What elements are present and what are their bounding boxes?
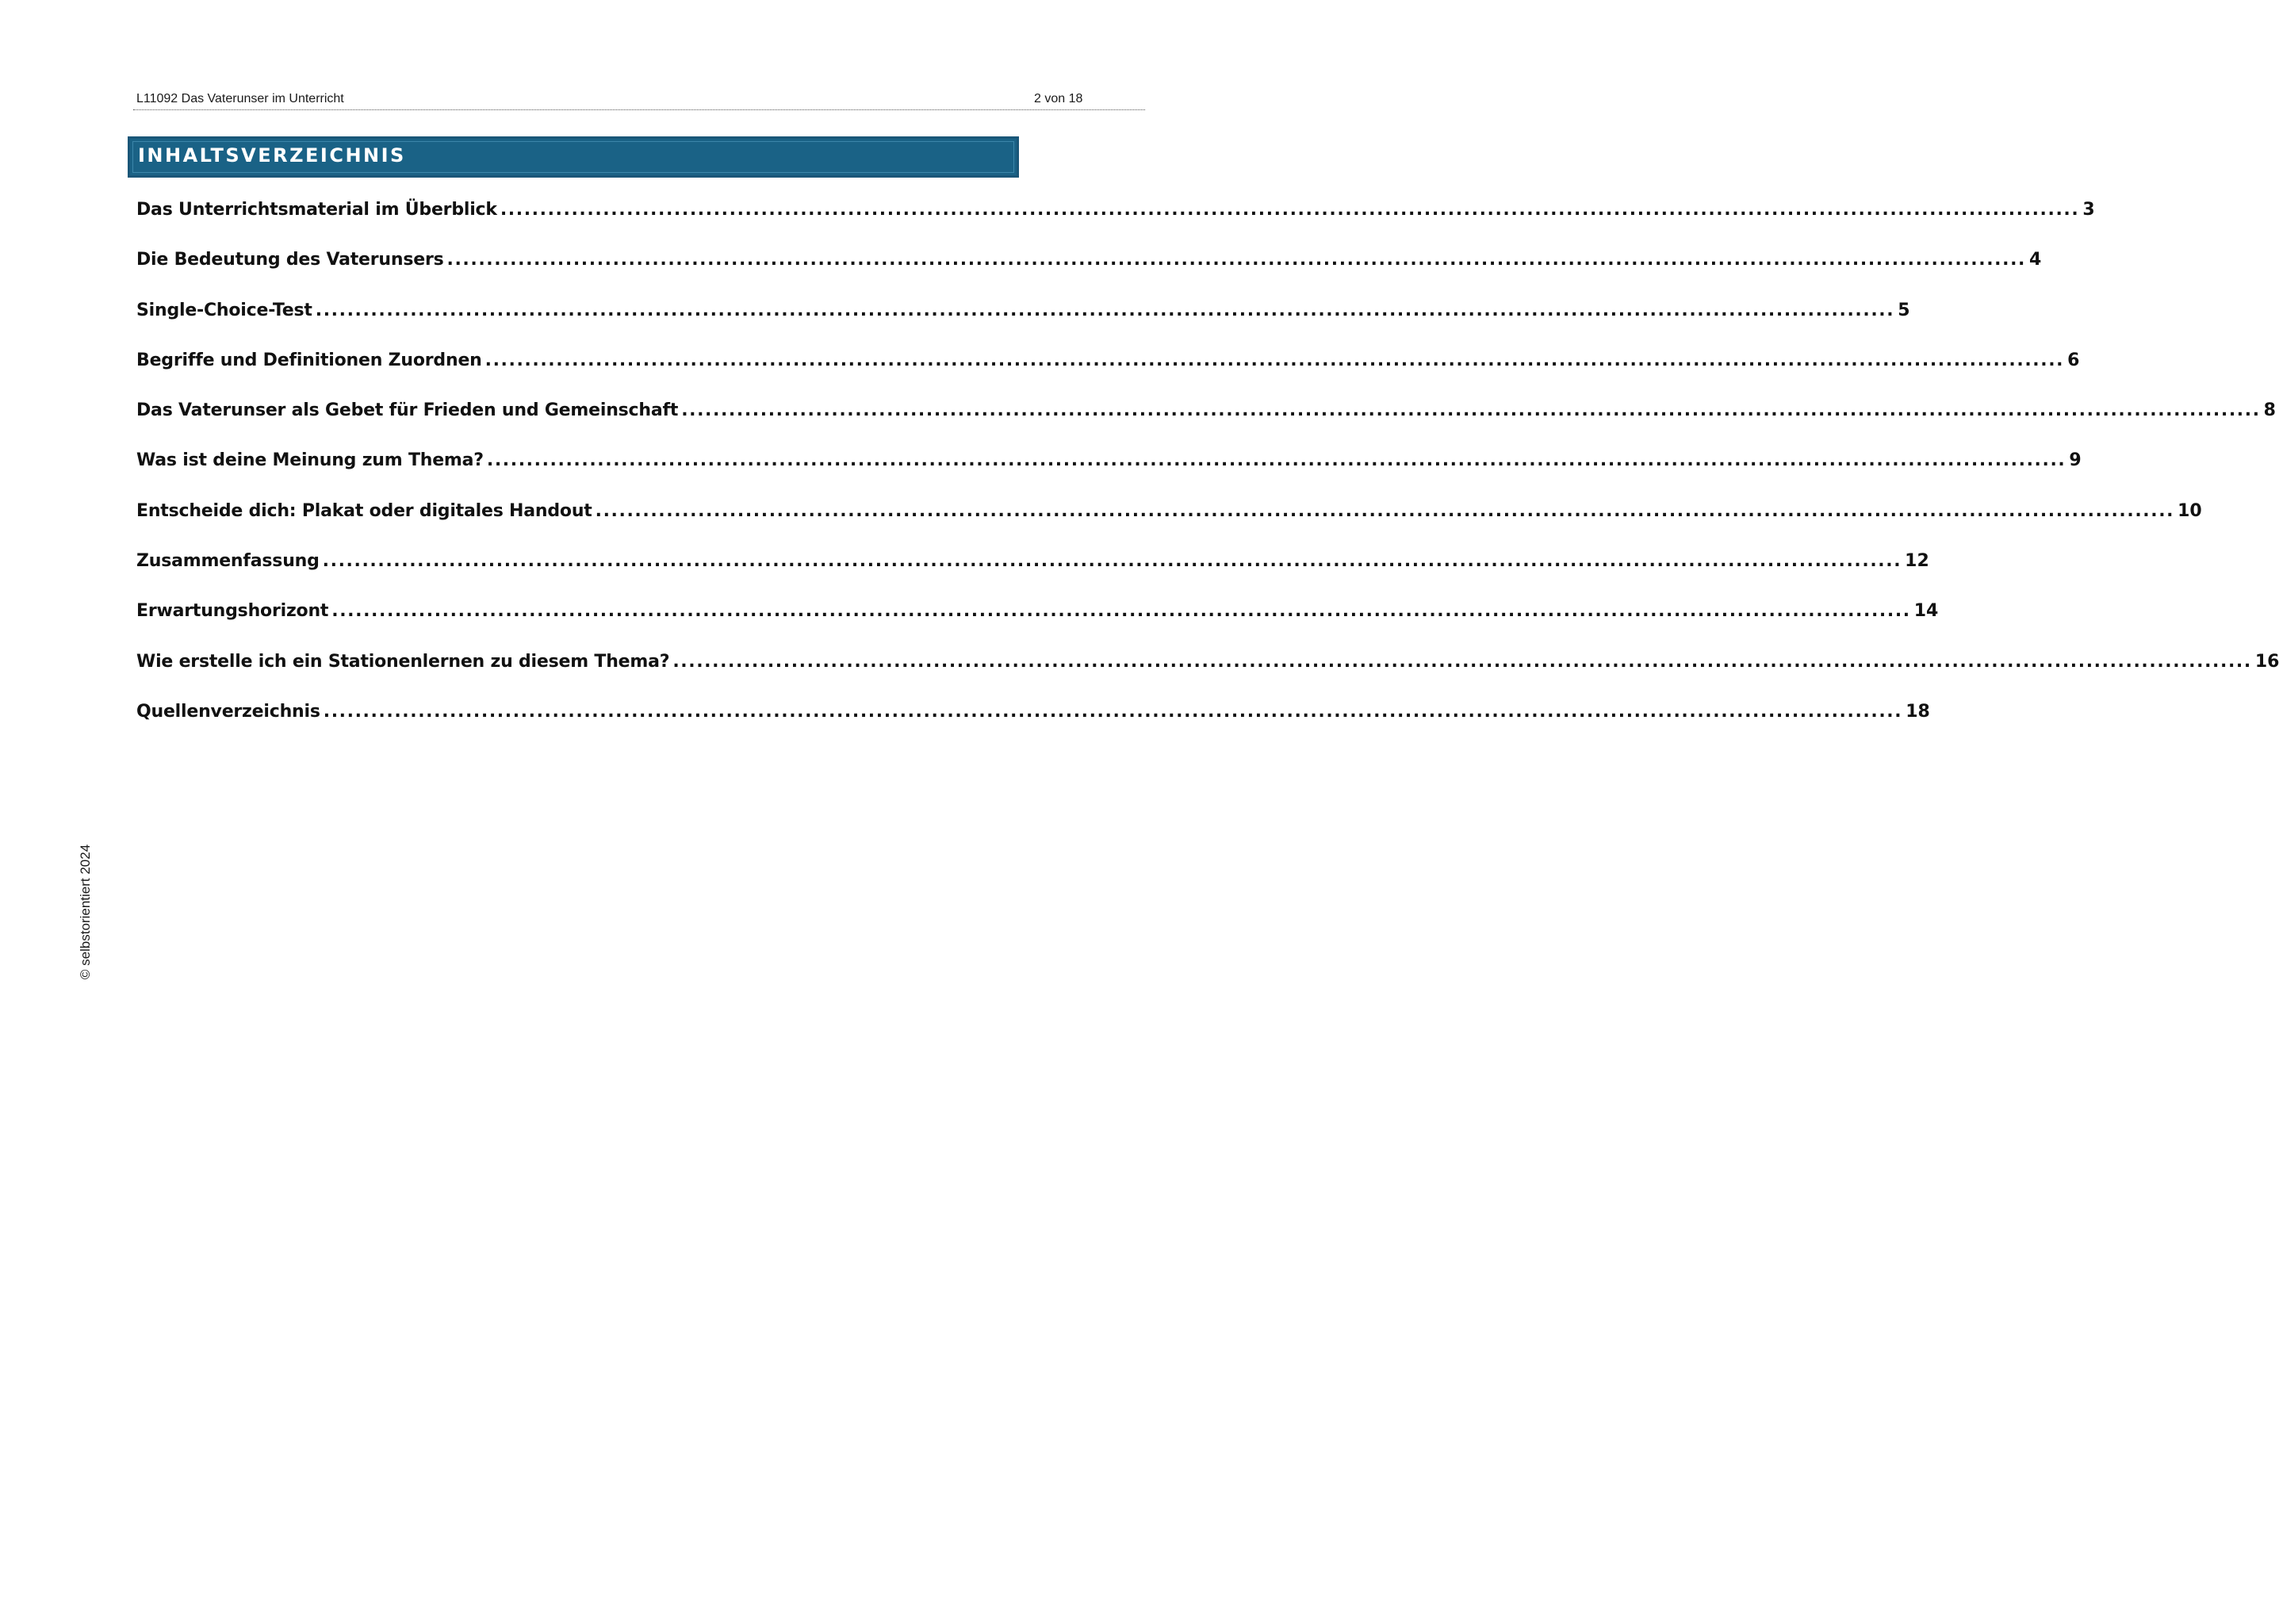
toc-entry-title: Die Bedeutung des Vaterunsers: [136, 250, 444, 270]
toc-dot-leader: ........................................................................................................................................................................................................: [331, 601, 1911, 622]
toc-entry-page: 3: [2082, 200, 2095, 220]
toc-dot-leader: ........................................................................................................................................................................................................: [500, 200, 2080, 220]
toc-dot-leader: ........................................................................................................................................................................................................: [315, 300, 1895, 320]
toc-list: [136, 200, 2279, 752]
page-header: [133, 90, 1145, 110]
toc-dot-leader: ........................................................................................................................................................................................................: [681, 400, 2261, 421]
toc-entry-page: 16: [2254, 651, 2279, 672]
toc-entry-page: 5: [1898, 300, 1910, 320]
toc-entry-title: Was ist deine Meinung zum Thema?: [136, 450, 484, 471]
toc-entry-page: 9: [2069, 450, 2082, 471]
toc-entry[interactable]: [136, 601, 1939, 651]
toc-dot-leader: ........................................................................................................................................................................................................: [486, 450, 2066, 471]
toc-entry[interactable]: [136, 200, 2095, 250]
toc-entry-page: 4: [2029, 250, 2042, 270]
toc-entry[interactable]: [136, 500, 2202, 551]
toc-entry[interactable]: [136, 551, 1929, 601]
toc-entry-title: Zusammenfassung: [136, 551, 320, 572]
toc-entry[interactable]: [136, 651, 2279, 702]
toc-entry[interactable]: [136, 300, 1910, 350]
toc-entry-title: Begriffe und Definitionen Zuordnen: [136, 350, 482, 370]
toc-dot-leader: ........................................................................................................................................................................................................: [485, 350, 2065, 370]
toc-entry-title: Wie erstelle ich ein Stationenlernen zu diesem Thema?: [136, 651, 670, 672]
toc-entry[interactable]: [136, 350, 2080, 400]
page-indicator: 2 von 18: [1034, 92, 1083, 105]
toc-entry-page: 18: [1906, 701, 1930, 722]
toc-entry-title: Entscheide dich: Plakat oder digitales Handout: [136, 500, 592, 521]
copyright-notice: © selbstorientiert 2024: [78, 844, 93, 980]
toc-entry-page: 6: [2067, 350, 2080, 370]
toc-dot-leader: ........................................................................................................................................................................................................: [323, 701, 1903, 722]
toc-entry-page: 12: [1905, 551, 1929, 572]
toc-entry-page: 10: [2177, 500, 2202, 521]
toc-entry-title: Das Vaterunser als Gebet für Frieden und Gemeinschaft: [136, 400, 679, 421]
document-title: L11092 Das Vaterunser im Unterricht: [136, 92, 344, 105]
toc-entry-title: Erwartungshorizont: [136, 601, 329, 622]
toc-entry-page: 8: [2263, 400, 2276, 421]
toc-entry[interactable]: [136, 250, 2042, 300]
toc-entry[interactable]: [136, 400, 2276, 450]
toc-heading: INHALTSVERZEICHNIS: [138, 144, 406, 167]
toc-dot-leader: ........................................................................................................................................................................................................: [322, 551, 1902, 572]
toc-dot-leader: ........................................................................................................................................................................................................: [446, 250, 2026, 270]
toc-entry-title: Single-Choice-Test: [136, 300, 312, 320]
toc-banner: [128, 136, 1019, 178]
toc-entry-title: Das Unterrichtsmaterial im Überblick: [136, 200, 497, 220]
toc-entry[interactable]: [136, 450, 2082, 500]
toc-entry-title: Quellenverzeichnis: [136, 701, 320, 722]
toc-dot-leader: ........................................................................................................................................................................................................: [672, 651, 2252, 672]
toc-entry[interactable]: [136, 701, 1930, 752]
toc-dot-leader: ........................................................................................................................................................................................................: [595, 500, 2175, 521]
toc-entry-page: 14: [1913, 601, 1939, 622]
